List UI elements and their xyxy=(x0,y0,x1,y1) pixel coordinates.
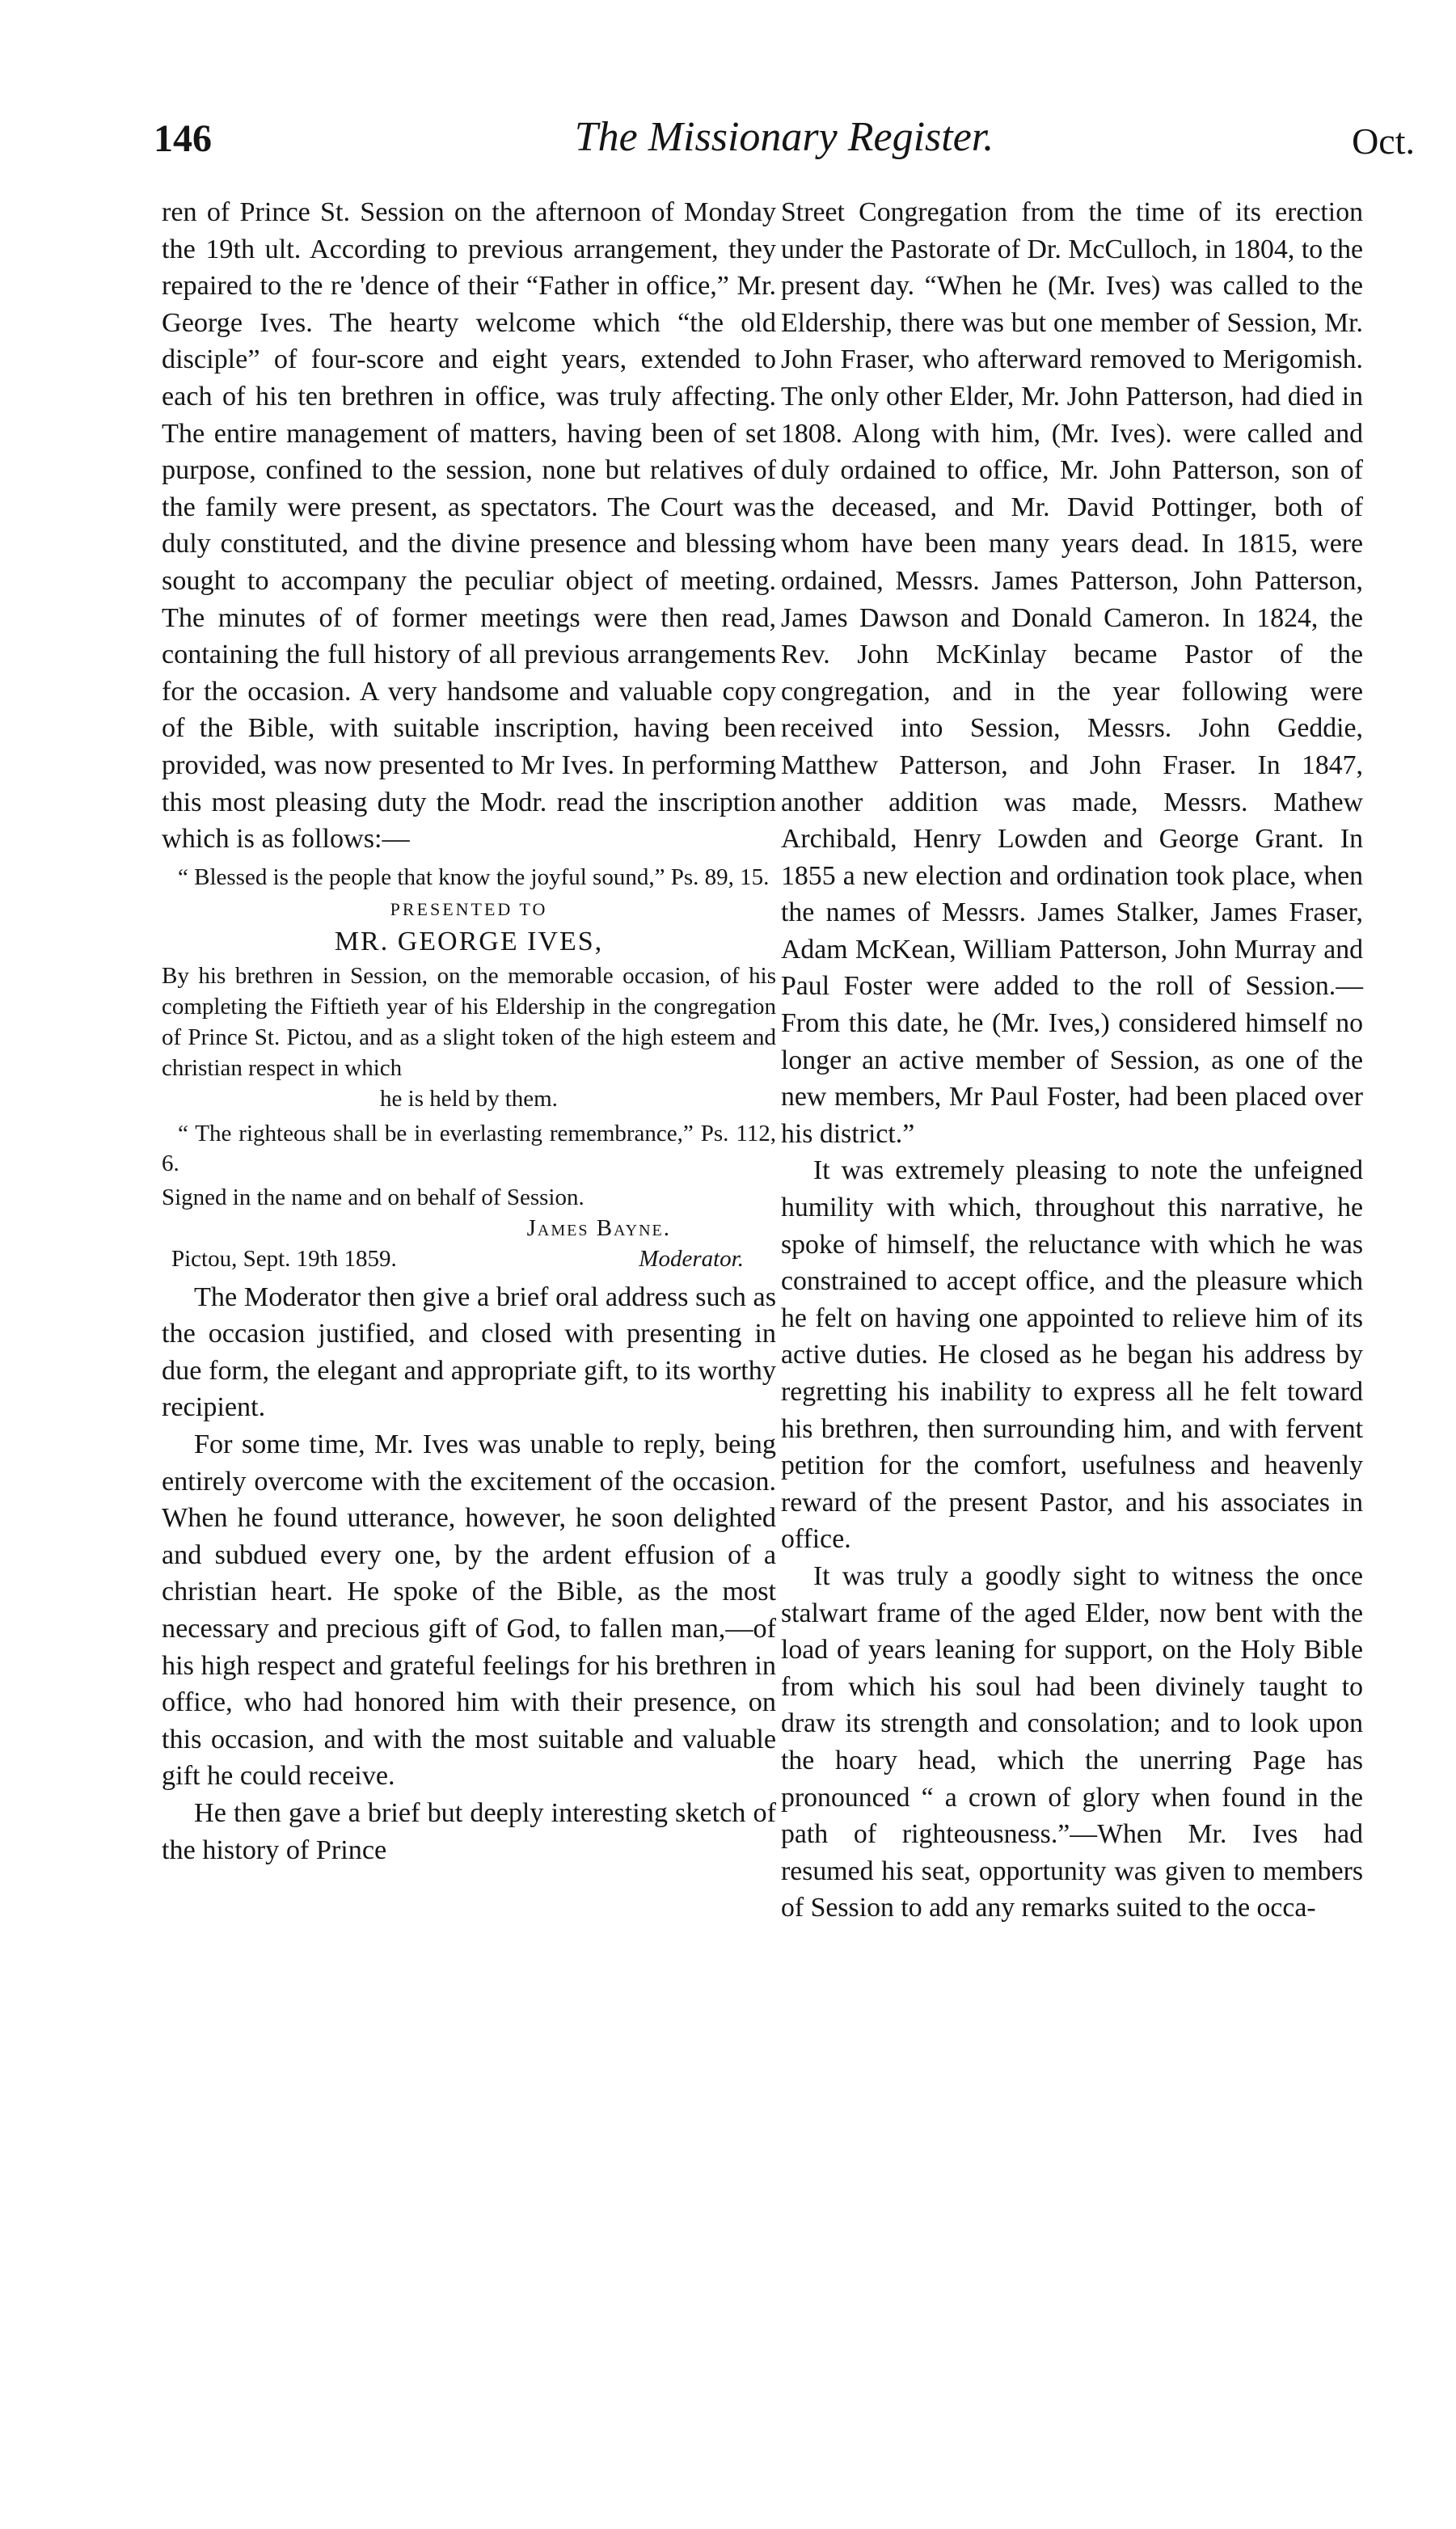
right-paragraph-1: Street Congregation from the time of its erection under the Pastorate of Dr. McCulloch, in 1804, to the present day. “When he (Mr. Ives) was called to the Eldership, there was but one member of Session, Mr. John Fraser, who afterward removed to Merigomish. The only other Elder, Mr. John Patterson, had died in 1808. Along with him, (Mr. Ives). were called and duly ordained to office, Mr. John Patterson, son of the deceased, and Mr. David Pottinger, both of whom have been many years dead. In 1815, were ordained, Messrs. James Patterson, John Patterson, James Dawson and Donald Cameron. In 1824, the Rev. John McKinlay became Pastor of the congregation, and in the year following were received into Session, Messrs. John Geddie, Matthew Patterson, and John Fraser. In 1847, another addition was made, Messrs. Mathew Archibald, Henry Lowden and George Grant. In 1855 a new election and ordination took place, when the names of Messrs. James Stalker, James Fraser, Adam McKean, William Patterson, John Murray and Paul Foster were added to the roll of Session.— From this date, he (Mr. Ives,) considered himself no longer an active member of Session, as one of the new members, Mr Paul Foster, had been placed over his district.” xyxy=(781,197,1363,1149)
verse-psalm-112: “ The righteous shall be in everlasting remembrance,” Ps. 112, 6. xyxy=(162,1120,776,1176)
month-label: Oct. xyxy=(1352,120,1415,162)
moderator-title: Moderator. xyxy=(639,1245,744,1272)
right-paragraph-2: It was extremely pleasing to note the unfeigned humility with which, throughout this narrative, he spoke of himself, the reluctance with which he was constrained to accept office, and the pleasure which he felt on having one appointed to relieve him of its active duties. He closed as he began his address by regretting his inability to express all he felt toward his brethren, then surrounding him, and with fervent petition for the comfort, usefulness and heavenly reward of the present Pastor, and his associates in office. xyxy=(781,1155,1363,1555)
left-paragraph-3: For some time, Mr. Ives was unable to reply, being entirely overcome with the excitement of the occasion. When he found utterance, however, he soon delighted and subdued every one, by the ardent effusion of a christian heart. He spoke of the Bible, as the most necessary and precious gift of God, to fallen man,—of his high respect and grateful feelings for his brethren in office, who had honored him with their presence, on this occasion, and with the most suitable and valuable gift he could receive. xyxy=(162,1429,776,1792)
page-number: 146 xyxy=(154,117,212,160)
dateline xyxy=(162,1243,776,1279)
signed-line: Signed in the name and on behalf of Session. xyxy=(162,1184,585,1210)
date-place: Pictou, Sept. 19th 1859. xyxy=(171,1245,397,1272)
left-column xyxy=(162,194,776,1868)
left-paragraph-1: ren of Prince St. Session on the afternoon of Monday the 19th ult. According to previous arrangement, they repaired to the re 'dence of their “Father in office,” Mr. George Ives. The hearty welcome which “the old disciple” of four-score and eight years, extended to each of his ten brethren in office, was truly affecting. The entire management of matters, having been of set purpose, confined to the session, none but relatives of the family were present, as spectators. The Court was duly constituted, and the divine presence and blessing sought to accompany the peculiar object of meeting. The minutes of of former meetings were then read, containing the full history of all previous arrangements for the occasion. A very handsome and valuable copy of the Bible, with suitable inscription, having been provided, was now presented to Mr Ives. In performing this most pleasing duty the Modr. read the inscription which is as follows:— xyxy=(162,197,776,855)
page-header xyxy=(154,113,1415,178)
left-paragraph-2: The Moderator then give a brief oral address such as the occasion justified, and closed with presenting in due form, the elegant and appropriate gift, to its worthy recipient. xyxy=(162,1281,776,1423)
running-title: The Missionary Register. xyxy=(574,114,994,160)
right-paragraph-3: It was truly a goodly sight to witness the once stalwart frame of the aged Elder, now bent with the load of years leaning for support, on the Holy Bible from which his soul had been divinely taught to draw its strength and consolation; and to look upon the hoary head, which the unerring Page has pronounced “ a crown of glory when found in the path of righteousness.”—When Mr. Ives had resumed his seat, opportunity was given to members of Session to add any remarks suited to the occa- xyxy=(781,1560,1363,1923)
verse-psalm-89: “ Blessed is the people that know the joyful sound,” Ps. 89, 15. xyxy=(178,863,770,890)
honoree-name: MR. GEORGE IVES, xyxy=(334,926,604,956)
left-paragraph-4: He then gave a brief but deeply interesting sketch of the history of Prince xyxy=(162,1798,776,1865)
right-column xyxy=(781,194,1363,1927)
presented-to-heading: PRESENTED TO xyxy=(390,898,548,919)
inscription-text: By his brethren in Session, on the memorable occasion, of his completing the Fiftieth year of his Eldership in the congregation of Prince St. Pictou, and as a slight token of the high esteem and christian respect in which xyxy=(162,962,776,1081)
signer-name: James Bayne. xyxy=(526,1214,671,1241)
inscription-end: he is held by them. xyxy=(380,1085,558,1112)
